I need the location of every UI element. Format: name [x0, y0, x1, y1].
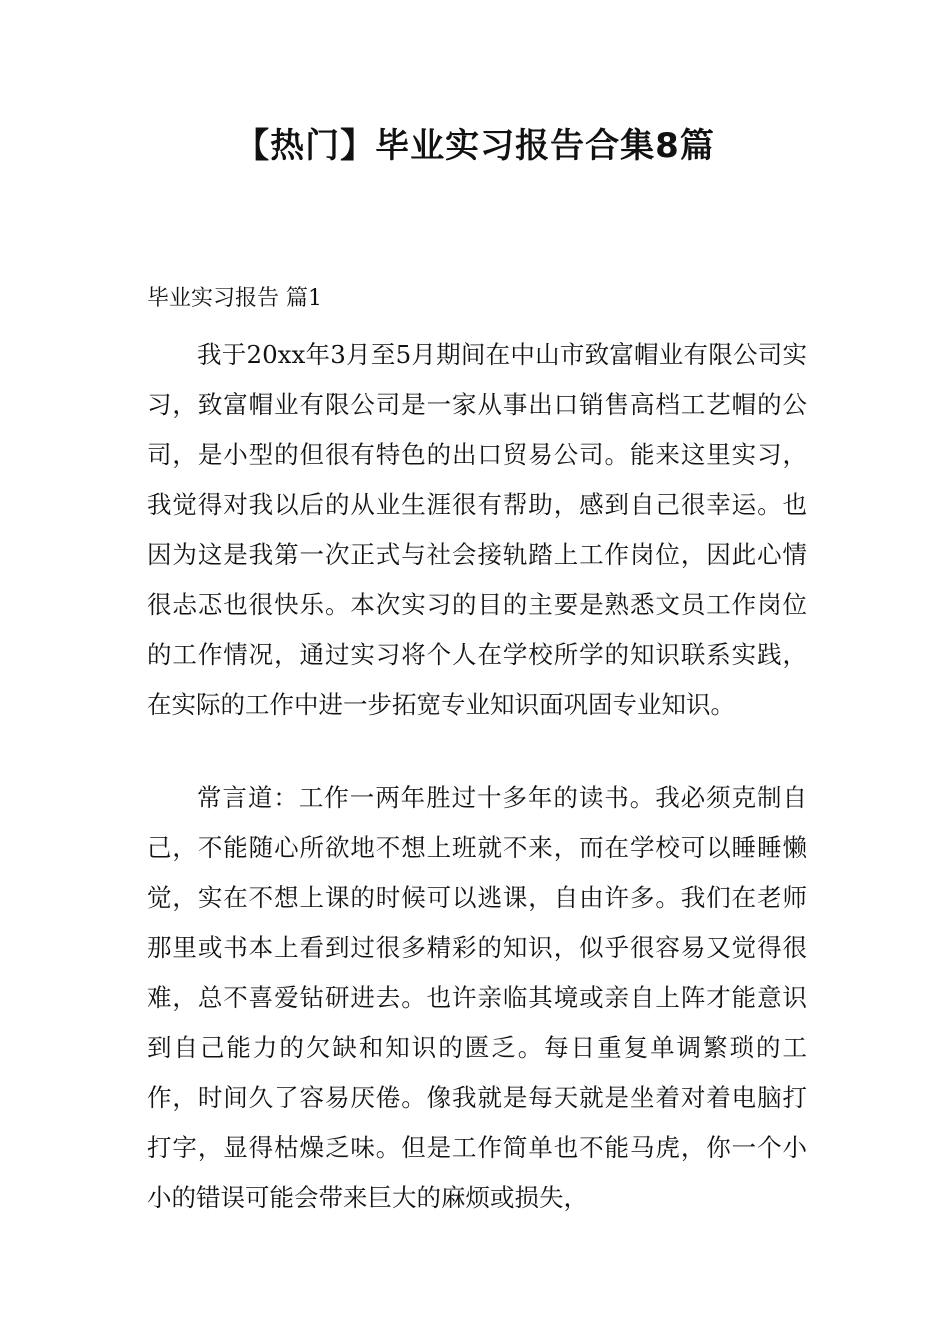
- body-paragraph: 我于20xx年3月至5月期间在中山市致富帽业有限公司实习，致富帽业有限公司是一家从事出口销售高档工艺帽的公司，是小型的但很有特色的出口贸易公司。能来这里实习，我觉得对我以后的从业生涯很有帮助，感到自己很幸运。也因为这是我第一次正式与社会接轨踏上工作岗位，因此心情很忐忑也很快乐。本次实习的目的主要是熟悉文员工作岗位的工作情况，通过实习将个人在学校所学的知识联系实践，在实际的工作中进一步拓宽专业知识面巩固专业知识。: [147, 340, 807, 719]
- section-heading: 毕业实习报告 篇1: [147, 286, 322, 311]
- body-paragraph: 常言道：工作一两年胜过十多年的读书。我必须克制自己，不能随心所欲地不想上班就不来，而在学校可以睡睡懒觉，实在不想上课的时候可以逃课，自由许多。我们在老师那里或书本上看到过很多精彩的知识，似乎很容易又觉得很难，总不喜爱钻研进去。也许亲临其境或亲自上阵才能意识到自己能力的欠缺和知识的匮乏。每日重复单调繁琐的工作，时间久了容易厌倦。像我就是每天就是坐着对着电脑打打字，显得枯燥乏味。但是工作简单也不能马虎，你一个小小的错误可能会带来巨大的麻烦或损失，: [147, 783, 807, 1212]
- document-title: 【热门】毕业实习报告合集8篇: [235, 126, 715, 166]
